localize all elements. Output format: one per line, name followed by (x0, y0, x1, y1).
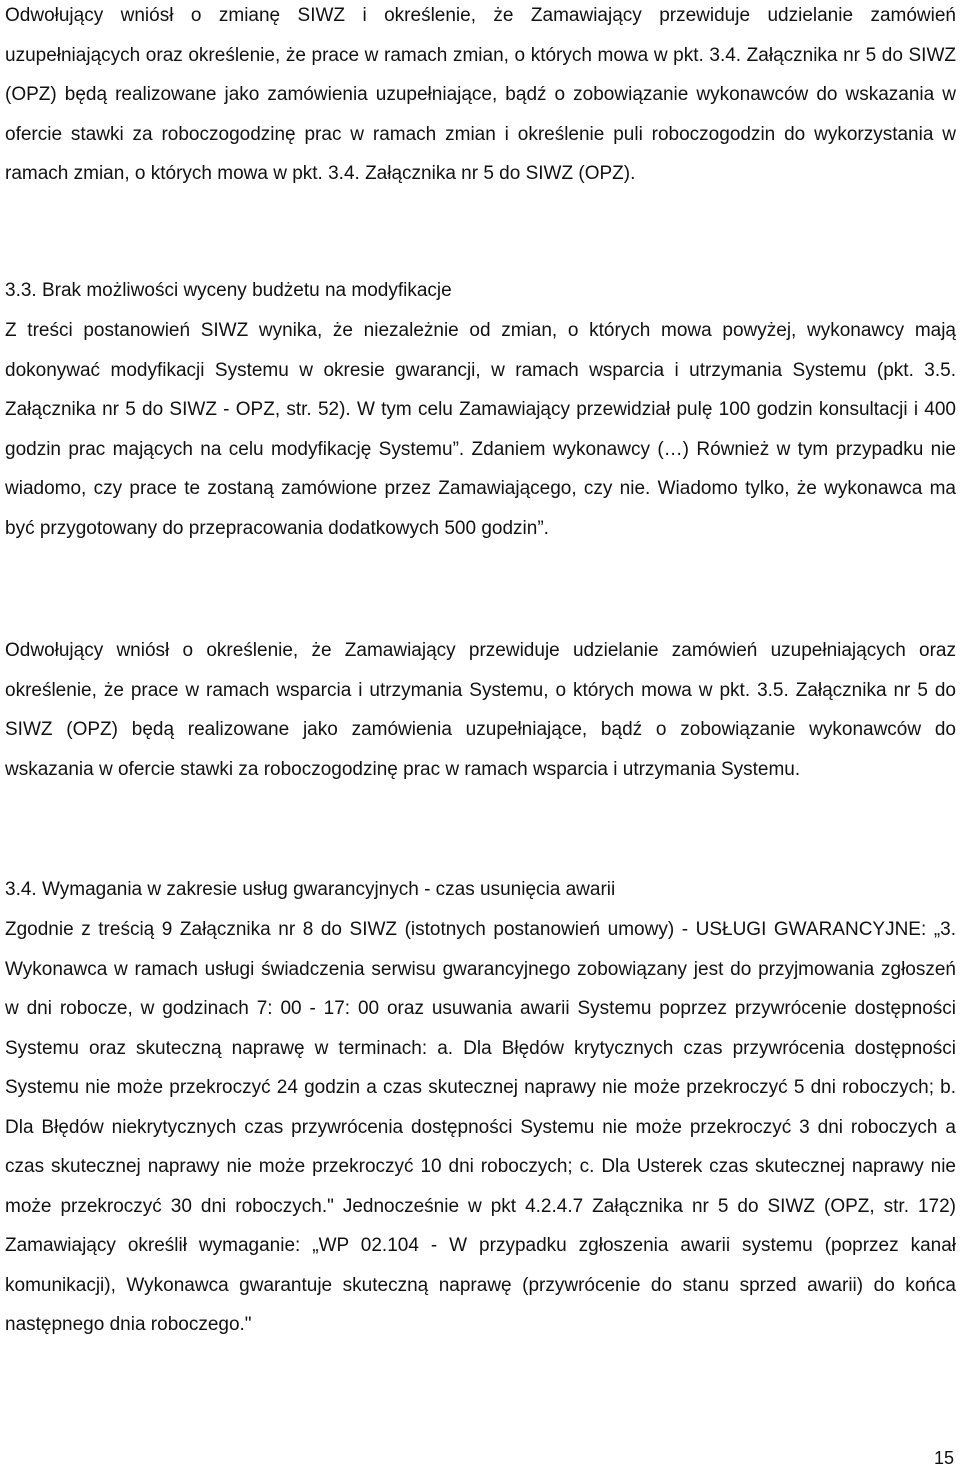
paragraph-request-supplementary-orders-support: Odwołujący wniósł o określenie, że Zamawiający przewiduje udzielanie zamówień uzupełniających oraz określenie, że prace w ramach wsparcia i utrzymania Systemu, o których mowa w pkt. 3.5. Załącznika nr 5 do SIWZ (OPZ) będą realizowane jako zamówienia uzupełniające, bądź o zobowiązanie wykonawców do wskazania w ofercie stawki za roboczogodzinę prac w ramach wsparcia i utrzymania Systemu. (5, 640, 956, 780)
section-heading-3-3: 3.3. Brak możliwości wyceny budżetu na modyfikacje (5, 280, 452, 301)
page-number: 15 (933, 1448, 954, 1468)
paragraph-request-supplementary-orders-changes: Odwołujący wniósł o zmianę SIWZ i określenie, że Zamawiający przewiduje udzielanie zamówień uzupełniających oraz określenie, że prace w ramach zmian, o których mowa w pkt. 3.4. Załącznika nr 5 do SIWZ (OPZ) będą realizowane jako zamówienia uzupełniające, bądź o zobowiązanie wykonawców do wskazania w ofercie stawki za roboczogodzinę prac w ramach zmian i określenie puli roboczogodzin do wykorzystania w ramach zmian, o których mowa w pkt. 3.4. Załącznika nr 5 do SIWZ (OPZ). (5, 5, 956, 184)
paragraph-budget-modifications: Z treści postanowień SIWZ wynika, że niezależnie od zmian, o których mowa powyżej, wykonawcy mają dokonywać modyfikacji Systemu w okresie gwarancji, w ramach wsparcia i utrzymania Systemu (pkt. 3.5. Załącznika nr 5 do SIWZ - OPZ, str. 52). W tym celu Zamawiający przewidział pulę 100 godzin konsultacji i 400 godzin prac mających na celu modyfikację Systemu”. Zdaniem wykonawcy (…) Również w tym przypadku nie wiadomo, czy prace te zostaną zamówione przez Zamawiającego, czy nie. Wiadomo tylko, że wykonawca ma być przygotowany do przepracowania dodatkowych 500 godzin”. (5, 320, 956, 539)
paragraph-warranty-requirements: Zgodnie z treścią 9 Załącznika nr 8 do SIWZ (istotnych postanowień umowy) - USŁUGI GWARANCYJNE: „3. Wykonawca w ramach usługi świadczenia serwisu gwarancyjnego zobowiązany jest do przyjmowania zgłoszeń w dni robocze, w godzinach 7: 00 - 17: 00 oraz usuwania awarii Systemu poprzez przywrócenie dostępności Systemu oraz skuteczną naprawę w terminach: a. Dla Błędów krytycznych czas przywrócenia dostępności Systemu nie może przekroczyć 24 godzin a czas skutecznej naprawy nie może przekroczyć 5 dni roboczych; b. Dla Błędów niekrytycznych czas przywrócenia dostępności Systemu nie może przekroczyć 3 dni roboczych a czas skutecznej naprawy nie może przekroczyć 10 dni roboczych; c. Dla Usterek czas skutecznej naprawy nie może przekroczyć 30 dni roboczych." Jednocześnie w pkt 4.2.4.7 Załącznika nr 5 do SIWZ (OPZ, str. 172) Zamawiający określił wymaganie: „WP 02.104 - W przypadku zgłoszenia awarii systemu (poprzez kanał komunikacji), Wykonawca gwarantuje skuteczną naprawę (przywrócenie do stanu sprzed awarii) do końca następnego dnia roboczego." (5, 919, 956, 1335)
section-heading-3-4: 3.4. Wymagania w zakresie usług gwarancyjnych - czas usunięcia awarii (5, 879, 616, 900)
